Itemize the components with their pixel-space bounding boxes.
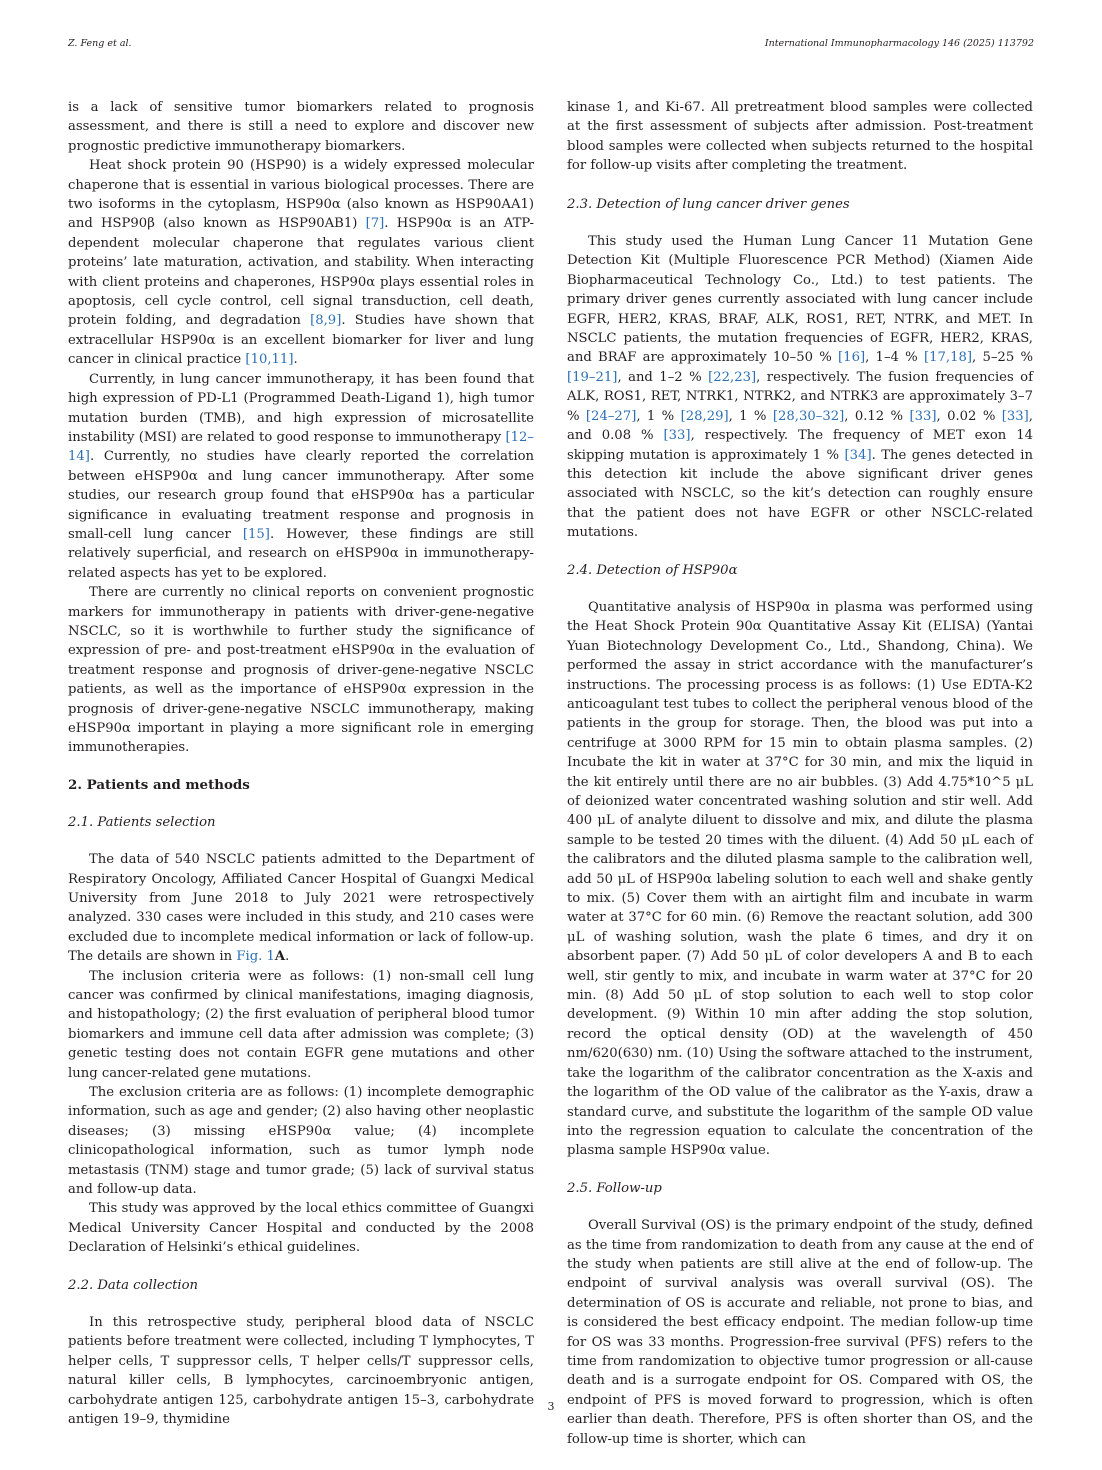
citation-link[interactable]: [22,23] — [708, 369, 757, 385]
header-authors: Z. Feng et al. — [68, 38, 132, 49]
paragraph-driver-genes: This study used the Human Lung Cancer 11 Mutation Gene Detection Kit (Multiple Fluorescence PCR Method) (Xiamen Aide Biopharmaceutical Technology Co., Ltd.) to test patients. The primary driver genes currently associated with lung cancer include EGFR, HER2, KRAS, BRAF, ALK, ROS1, RET, NTRK, and MET. In NSCLC patients, the mutation frequencies of EGFR, HER2, KRAS, and BRAF are approximately 10–50 % [16], 1–4 % [17,18], 5–25 % [19–21], and 1–2 % [22,23], respectively. The fusion frequencies of ALK, ROS1, RET, NTRK1, NTRK2, and NTRK3 are approximately 3–7 % [24–27], 1 % [28,29], 1 % [28,30–32], 0.12 % [33], 0.02 % [33], and 0.08 % [33], respectively. The frequency of MET exon 14 skipping mutation is approximately 1 % [34]. The genes detected in this detection kit include the above significant driver genes associated with NSCLC, so the kit’s detection can roughly ensure that the patient does not have EGFR or other NSCLC-related mutations. — [567, 234, 1034, 541]
citation-link[interactable]: [33] — [663, 428, 691, 444]
citation-link[interactable]: [16] — [838, 350, 866, 366]
citation-link[interactable]: [33] — [1001, 408, 1029, 424]
page-number: 3 — [547, 1400, 555, 1413]
citation-link[interactable]: [28,30–32] — [772, 408, 845, 424]
figure-link[interactable]: Fig. 1 — [236, 949, 275, 965]
citation-link[interactable]: [10,11] — [245, 352, 294, 368]
citation-link[interactable]: [15] — [242, 526, 270, 542]
citation-link[interactable]: [17,18] — [923, 350, 972, 366]
citation-link[interactable]: [12–14] — [68, 429, 534, 465]
paragraph-exclusion-criteria: The exclusion criteria are as follows: (1) incomplete demographic information, such as age and gender; (2) also having other neoplastic diseases; (3) missing eHSP90α value; (4) incomplete clinicopathological information, such as tumor lymph node metastasis (TNM) stage and tumor grade; (5) lack of survival status and follow-up data. — [68, 1085, 534, 1198]
paragraph-ethics: This study was approved by the local ethics committee of Guangxi Medical University Cancer Hospital and conducted by the 2008 Declaration of Helsinki’s ethical guidelines. — [68, 1201, 534, 1256]
paragraph-hsp90: Heat shock protein 90 (HSP90) is a widely expressed molecular chaperone that is essential in various biological processes. There are two isoforms in the cytoplasm, HSP90α (also known as HSP90AA1) and HSP90β (also known as HSP90AB1) [7]. HSP90α is an ATP-dependent molecular chaperone that regulates various client proteins’ late maturation, activation, and stability. When interacting with client proteins and chaperones, HSP90α plays essential roles in apoptosis, cell cycle control, cell signal transduction, cell death, protein folding, and degradation [8,9]. Studies have shown that extracellular HSP90α is an excellent biomarker for liver and lung cancer in clinical practice [10,11]. — [68, 158, 534, 368]
paragraph-patients-data: The data of 540 NSCLC patients admitted to the Department of Respiratory Oncology, Affiliated Cancer Hospital of Guangxi Medical University from June 2018 to July 2021 were retrospectively analyzed. 330 cases were included in this study, and 210 cases were excluded due to incomplete medical information or lack of follow-up. The details are shown in Fig. 1A. — [68, 852, 534, 965]
citation-link[interactable]: [8,9] — [310, 313, 342, 329]
paragraph-inclusion-criteria: The inclusion criteria were as follows: (1) non-small cell lung cancer was confirmed by clinical manifestations, imaging diagnosis, and histopathology; (2) the first evaluation of peripheral blood tumor biomarkers and immune cell data after admission was complete; (3) genetic testing does not contain EGFR gene mutations and other lung cancer-related gene mutations. — [68, 968, 534, 1081]
paragraph-data-collection-continued: kinase 1, and Ki-67. All pretreatment blood samples were collected at the first assessment of subjects after admission. Post-treatment blood samples were collected when subjects returned to the hospital for follow-up visits after completing the treatment. — [567, 100, 1033, 174]
right-column — [567, 98, 1033, 1449]
left-column — [68, 98, 534, 1430]
header-journal: International Immunopharmacology 146 (2025) 113792 — [764, 38, 1034, 49]
subsection-heading-follow-up: 2.5. Follow-up — [567, 1181, 662, 1197]
citation-link[interactable]: [33] — [909, 408, 937, 424]
paragraph-rationale: There are currently no clinical reports on convenient prognostic markers for immunotherapy in patients with driver-gene-negative NSCLC, so it is worthwhile to further study the significance of expression of pre- and post-treatment eHSP90α in the evaluation of treatment response and prognosis of driver-gene-negative NSCLC patients, as well as the importance of eHSP90α expression in the prognosis of driver-gene-negative NSCLC immunotherapy, making eHSP90α important in playing a more significant role in emerging immunotherapies. — [68, 585, 534, 756]
subsection-heading-hsp90-detection: 2.4. Detection of HSP90α — [567, 563, 738, 579]
citation-link[interactable]: [34] — [844, 447, 872, 463]
citation-link[interactable]: [24–27] — [585, 408, 637, 424]
citation-link[interactable]: [28,29] — [680, 408, 729, 424]
subsection-heading-patients-selection: 2.1. Patients selection — [68, 815, 216, 831]
subsection-heading-driver-genes: 2.3. Detection of lung cancer driver genes — [567, 197, 850, 213]
paragraph-hsp90-assay: Quantitative analysis of HSP90α in plasma was performed using the Heat Shock Protein 90α Quantitative Assay Kit (ELISA) (Yantai Yuan Biotechnology Development Co., Ltd., Shandong, China). We performed the assay in strict accordance with the manufacturer’s instructions. The processing process is as follows: (1) Use EDTA-K2 anticoagulant test tubes to collect the peripheral venous blood of the patients in the group for storage. Then, the blood was put into a centrifuge at 3000 RPM for 15 min to obtain plasma samples. (2) Incubate the kit in water at 37°C for 30 min, and mix the liquid in the kit entirely until there are no air bubbles. (3) Add 4.75*10^5 μL of deionized water concentrated washing solution and stir well. Add 400 μL of analyte diluent to dissolve and mix, and dilute the plasma sample to be tested 20 times with the diluent. (4) Add 50 μL each of the calibrators and the diluted plasma sample to the calibration well, add 50 μL of HSP90α labeling solution to each well and shake gently to mix. (5) Cover them with an airtight film and incubate in warm water at 37°C for 60 min. (6) Remove the reactant solution, add 300 μL of washing solution, wash the plate 6 times, and dry it on absorbent paper. (7) Add 50 μL of color developers A and B to each well, stir gently to mix, and incubate in warm water at 37°C for 20 min. (8) Add 50 μL of stop solution to each well to stop color development. (9) Within 10 min after adding the stop solution, record the optical density (OD) at the wavelength of 450 nm/620(630) nm. (10) Using the software attached to the instrument, take the logarithm of the calibrator concentration as the X-axis and the logarithm of the OD value of the calibrator as the Y-axis, draw a standard curve, and substitute the logarithm of the sample OD value into the regression equation to calculate the concentration of the plasma sample HSP90α value. — [567, 599, 1033, 1159]
paragraph-intro-continued: is a lack of sensitive tumor biomarkers related to prognosis assessment, and there is still a need to explore and discover new prognostic predictive immunotherapy biomarkers. — [68, 100, 534, 154]
paragraph-follow-up: Overall Survival (OS) is the primary endpoint of the study, defined as the time from randomization to death from any cause at the end of the study when patients are still alive at the end of follow-up. The endpoint of survival analysis was overall survival (OS). The determination of OS is accurate and reliable, not prone to bias, and is considered the best efficacy endpoint. The median follow-up time for OS was 33 months. Progression-free survival (PFS) refers to the time from randomization to objective tumor progression or all-cause death and is a surrogate endpoint for OS. Compared with OS, the endpoint of PFS is moved forward to progression, which is often earlier than death. Therefore, PFS is often shorter than OS, and the follow-up time is shorter, which can — [567, 1218, 1033, 1447]
citation-link[interactable]: [7] — [365, 216, 385, 232]
paragraph-immunotherapy-markers: Currently, in lung cancer immunotherapy, it has been found that high expression of PD-L1 (Programmed Death-Ligand 1), high tumor mutation burden (TMB), and high expression of microsatellite instability (MSI) are related to good response to immunotherapy [12–14]. Currently, no studies have clearly reported the correlation between eHSP90α and lung cancer immunotherapy. After some studies, our research group found that eHSP90α has a particular significance in evaluating treatment response and prognosis in small-cell lung cancer [15]. However, these findings are still relatively superficial, and research on eHSP90α in immunotherapy-related aspects has yet to be explored. — [68, 371, 535, 581]
section-heading-patients-methods: 2. Patients and methods — [68, 777, 250, 794]
citation-link[interactable]: [19–21] — [567, 369, 618, 385]
subsection-heading-data-collection: 2.2. Data collection — [68, 1278, 199, 1294]
paragraph-data-collection: In this retrospective study, peripheral blood data of NSCLC patients before treatment were collected, including T lymphocytes, T helper cells, T suppressor cells, T helper cells/T suppressor cells, natural killer cells, B lymphocytes, carcinoembryonic antigen, carbohydrate antigen 125, carbohydrate antigen 15–3, carbohydrate antigen 19–9, thymidine — [68, 1315, 534, 1428]
running-header — [68, 38, 1034, 52]
